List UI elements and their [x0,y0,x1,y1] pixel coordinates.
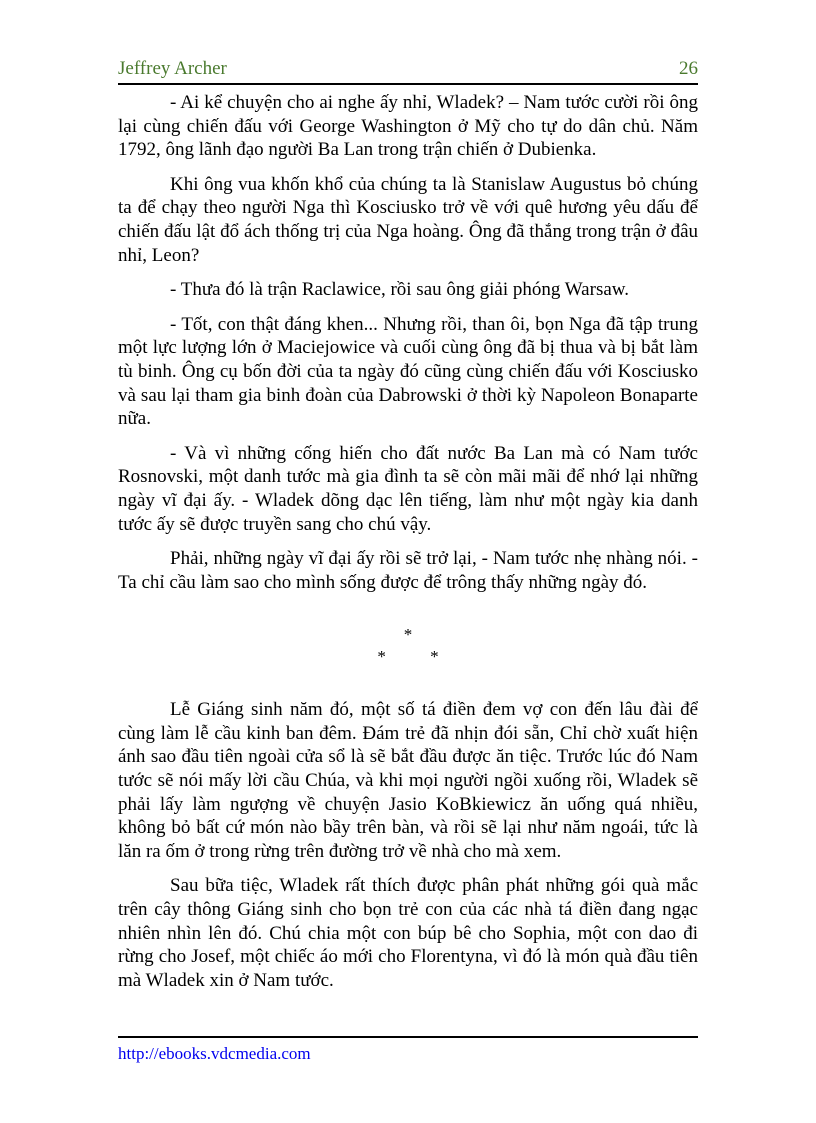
separator-row [118,646,698,668]
page-footer [118,1036,698,1064]
separator-star-right: * [430,647,439,667]
page [118,58,698,1003]
separator-star-top: * [403,625,413,645]
header-author: Jeffrey Archer [118,58,227,79]
section-separator [118,624,698,668]
separator-star-left: * [377,647,386,667]
paragraph: Sau bữa tiệc, Wladek rất thích được phân phát những gói quà mắc trên cây thông Giáng sinh cho bọn trẻ con của các nhà tá điền đang ngạc nhiên nhìn lên đó. Chú chia một con búp bê cho Sophia, một con dao đi rừng cho Josef, một chiếc áo mới cho Florentyna, vì đó là món quà đầu tiên mà Wladek xin ở Nam tước. [118,875,698,991]
paragraph: Phải, những ngày vĩ đại ấy rồi sẽ trở lại, - Nam tước nhẹ nhàng nói. - Ta chỉ cầu làm sao cho mình sống được để trông thấy những ngày đó. [118,548,698,593]
footer-link[interactable]: http://ebooks.vdcmedia.com [118,1044,311,1063]
paragraph: - Và vì những cống hiến cho đất nước Ba Lan mà có Nam tước Rosnovski, một danh tước mà gia đình ta sẽ còn mãi mãi để nhớ lại những ngày vĩ đại ấy. - Wladek dõng dạc lên tiếng, làm như một ngày kia danh tước ấy sẽ được truyền sang cho chú vậy. [118,442,698,535]
paragraph: - Ai kể chuyện cho ai nghe ấy nhỉ, Wladek? – Nam tước cười rồi ông lại cùng chiến đấu với George Washington ở Mỹ cho tự do dân chủ. Năm 1792, ông lãnh đạo người Ba Lan trong trận chiến ở Dubienka. [118,92,698,161]
paragraph: Lễ Giáng sinh năm đó, một số tá điền đem vợ con đến lâu đài để cùng làm lễ cầu kinh ban đêm. Đám trẻ đã nhịn đói sẵn, Chỉ chờ xuất hiện ánh sao đầu tiên ngoài cửa sổ là sẽ bắt đầu được ăn tiệc. Trước lúc đó Nam tước sẽ nói mấy lời cầu Chúa, và khi mọi người ngồi xuống rồi, Wladek sẽ phải lấy làm ngượng về chuyện Jasio KoBkiewicz ăn uống quá nhiều, không bỏ bất cứ món nào bầy trên bàn, và rồi sẽ lại như năm ngoái, tức là lăn ra ốm ở trong rừng trên đường trở về nhà cho mà xem. [118,699,698,862]
running-header [118,58,698,85]
paragraph: Khi ông vua khốn khổ của chúng ta là Stanislaw Augustus bỏ chúng ta để chạy theo người Nga thì Kosciusko trở về với quê hương yêu dấu để chiến đấu lật đổ ách thống trị của Nga hoàng. Ông đã thắng trong trận ở đâu nhỉ, Leon? [118,173,698,266]
paragraph: - Thưa đó là trận Raclawice, rồi sau ông giải phóng Warsaw. [170,279,630,301]
paragraph: - Tốt, con thật đáng khen... Nhưng rồi, than ôi, bọn Nga đã tập trung một lực lượng lớn ở Maciejowice và cuối cùng ông đã bị thua và bị bắt làm tù binh. Ông cụ bốn đời của ta ngày đó cũng cùng chiến đấu với Kosciusko và sau lại tham gia binh đoàn của Dabrowski ở thời kỳ Napoleon Bonaparte nữa. [118,313,698,430]
body-text [118,91,698,992]
header-page-number: 26 [679,58,698,79]
